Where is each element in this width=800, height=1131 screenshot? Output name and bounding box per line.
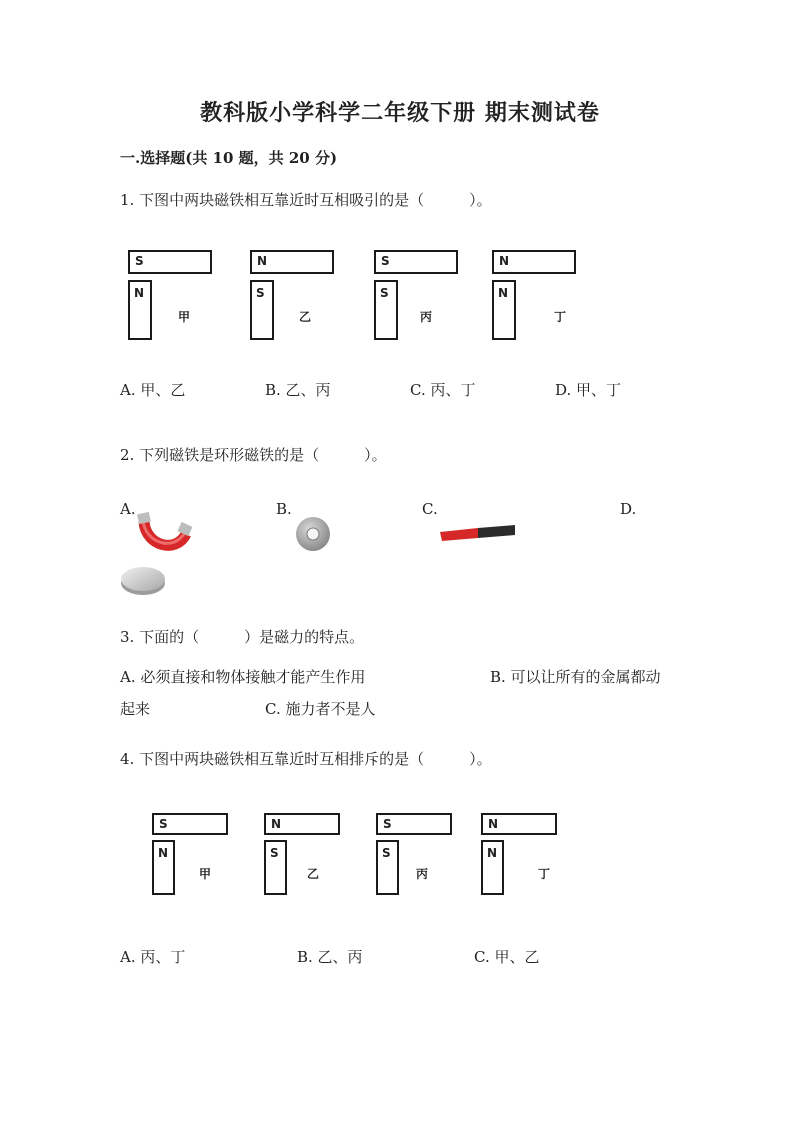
pole-label: S: [159, 817, 168, 831]
ring-magnet-icon: [293, 514, 333, 554]
pole-label: N: [488, 817, 499, 831]
magnet-horizontal: [376, 813, 452, 835]
page-title: 教科版小学科学二年级下册 期末测试卷: [200, 100, 600, 126]
pole-label: N: [499, 254, 510, 268]
magnet-vertical: [152, 840, 175, 895]
horseshoe-magnet-icon: [136, 510, 192, 556]
magnet-vertical: [128, 280, 152, 340]
figure-label: 甲: [199, 867, 212, 881]
pole-label: N: [134, 286, 145, 300]
question-2-text: 2. 下列磁铁是环形磁铁的是（ ）。: [120, 446, 387, 464]
question-3-text: 3. 下面的（ ）是磁力的特点。: [120, 628, 365, 646]
q1-option-a[interactable]: A. 甲、乙: [120, 381, 186, 399]
figure-label: 丁: [554, 310, 567, 324]
pole-label: S: [383, 817, 392, 831]
q2-option-d[interactable]: D.: [620, 500, 637, 518]
q3-option-b-continued: 起来: [120, 700, 151, 718]
figure-label: 丙: [416, 867, 429, 881]
magnet-horizontal: [152, 813, 228, 835]
q3-option-b[interactable]: B. 可以让所有的金属都动: [490, 668, 661, 686]
q1-option-d[interactable]: D. 甲、丁: [555, 381, 622, 399]
figure-label: 甲: [178, 310, 191, 324]
q1-option-b[interactable]: B. 乙、丙: [265, 381, 331, 399]
magnet-vertical: [376, 840, 399, 895]
q4-option-a[interactable]: A. 丙、丁: [120, 948, 186, 966]
pole-label: S: [380, 286, 389, 300]
q3-option-c[interactable]: C. 施力者不是人: [265, 700, 376, 718]
magnet-horizontal: [374, 250, 458, 274]
question-4-text: 4. 下图中两块磁铁相互靠近时互相排斥的是（ ）。: [120, 750, 492, 768]
magnet-vertical: [264, 840, 287, 895]
q2-option-c[interactable]: C.: [422, 500, 438, 518]
magnet-horizontal: [250, 250, 334, 274]
pole-label: N: [498, 286, 509, 300]
figure-label: 乙: [299, 310, 312, 324]
pole-label: N: [271, 817, 282, 831]
q2-option-a[interactable]: A.: [120, 500, 136, 518]
figure-label: 乙: [307, 867, 320, 881]
pole-label: N: [257, 254, 268, 268]
magnet-horizontal: [492, 250, 576, 274]
magnet-horizontal: [128, 250, 212, 274]
pole-label: S: [135, 254, 144, 268]
question-1-text: 1. 下图中两块磁铁相互靠近时互相吸引的是（ ）。: [120, 191, 492, 209]
pole-label: S: [381, 254, 390, 268]
disc-magnet-icon: [118, 563, 168, 599]
q2-option-b[interactable]: B.: [276, 500, 292, 518]
magnet-vertical: [374, 280, 398, 340]
pole-label: S: [256, 286, 265, 300]
bar-magnet-icon: [438, 524, 518, 544]
pole-label: N: [487, 846, 498, 860]
magnet-vertical: [492, 280, 516, 340]
q1-option-c[interactable]: C. 丙、丁: [410, 381, 476, 399]
section-heading: 一.选择题(共 10 题，共 20 分): [120, 149, 338, 167]
magnet-vertical: [250, 280, 274, 340]
magnet-horizontal: [481, 813, 557, 835]
q3-option-a[interactable]: A. 必须直接和物体接触才能产生作用: [120, 668, 366, 686]
figure-label: 丙: [420, 310, 433, 324]
q4-option-b[interactable]: B. 乙、丙: [297, 948, 363, 966]
q4-option-c[interactable]: C. 甲、乙: [474, 948, 540, 966]
pole-label: S: [270, 846, 279, 860]
magnet-vertical: [481, 840, 504, 895]
pole-label: S: [382, 846, 391, 860]
pole-label: N: [158, 846, 169, 860]
magnet-horizontal: [264, 813, 340, 835]
figure-label: 丁: [538, 867, 551, 881]
